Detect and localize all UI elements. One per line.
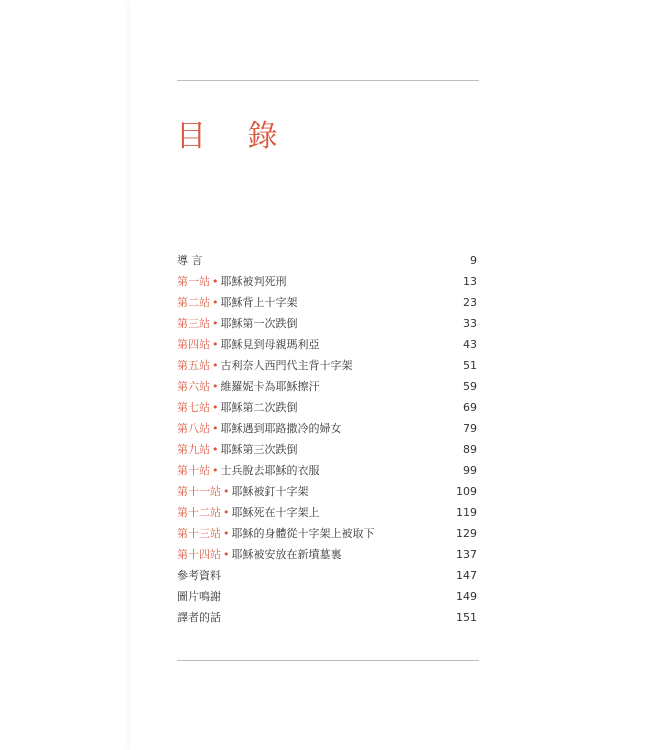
station-number: 第三站: [177, 317, 210, 330]
bullet-dot-icon: •: [212, 464, 219, 477]
toc-entry[interactable]: [177, 313, 479, 334]
bullet-dot-icon: •: [212, 338, 219, 351]
bullet-dot-icon: •: [212, 317, 219, 330]
toc-entry[interactable]: [177, 565, 479, 586]
toc-entry-title: 耶穌第二次跌倒: [220, 401, 298, 414]
toc-entry[interactable]: [177, 481, 479, 502]
table-of-contents: [177, 250, 479, 628]
bullet-dot-icon: •: [212, 422, 219, 435]
toc-entry[interactable]: [177, 250, 479, 271]
toc-entry[interactable]: [177, 376, 479, 397]
toc-page-number: 43: [463, 338, 477, 351]
station-number: 第四站: [177, 338, 210, 351]
station-number: 第十站: [177, 464, 210, 477]
station-number: 第五站: [177, 359, 210, 372]
bottom-divider: [177, 660, 479, 661]
toc-page-number: 33: [463, 317, 477, 330]
station-number: 第一站: [177, 275, 210, 288]
bullet-dot-icon: •: [212, 401, 219, 414]
toc-entry[interactable]: [177, 586, 479, 607]
toc-entry[interactable]: [177, 607, 479, 628]
toc-entry-title: 耶穌的身體從十字架上被取下: [231, 527, 375, 540]
bullet-dot-icon: •: [212, 443, 219, 456]
toc-entry-title: 耶穌見到母親瑪利亞: [220, 338, 320, 351]
toc-entry[interactable]: [177, 502, 479, 523]
toc-entry-title: 維羅妮卡為耶穌擦汗: [220, 380, 320, 393]
top-divider: [177, 80, 479, 81]
bullet-dot-icon: •: [212, 359, 219, 372]
toc-page-number: 119: [456, 506, 477, 519]
toc-page-number: 137: [456, 548, 477, 561]
toc-page-number: 89: [463, 443, 477, 456]
station-number: 第六站: [177, 380, 210, 393]
station-number: 第十一站: [177, 485, 221, 498]
toc-entry[interactable]: [177, 292, 479, 313]
toc-entry[interactable]: [177, 460, 479, 481]
toc-entry-title: 耶穌背上十字架: [220, 296, 298, 309]
station-number: 第十四站: [177, 548, 221, 561]
bullet-dot-icon: •: [212, 380, 219, 393]
page-title: 目 錄: [176, 119, 294, 154]
toc-entry-title: 耶穌第一次跌倒: [220, 317, 298, 330]
toc-entry[interactable]: [177, 544, 479, 565]
toc-entry[interactable]: [177, 397, 479, 418]
toc-entry[interactable]: [177, 418, 479, 439]
toc-page-number: 129: [456, 527, 477, 540]
station-number: 第七站: [177, 401, 210, 414]
bullet-dot-icon: •: [223, 506, 230, 519]
station-number: 第二站: [177, 296, 210, 309]
toc-page-number: 23: [463, 296, 477, 309]
toc-entry-title: 士兵脫去耶穌的衣服: [220, 464, 320, 477]
toc-entry[interactable]: [177, 355, 479, 376]
toc-page-number: 109: [456, 485, 477, 498]
toc-page-number: 59: [463, 380, 477, 393]
toc-entry-title: 古利奈人西門代主背十字架: [220, 359, 353, 372]
toc-page-number: 151: [456, 611, 477, 624]
toc-entry-title: 參考資料: [177, 569, 221, 582]
toc-page-number: 149: [456, 590, 477, 603]
bullet-dot-icon: •: [212, 296, 219, 309]
toc-entry-title: 耶穌被釘十字架: [231, 485, 309, 498]
bullet-dot-icon: •: [223, 548, 230, 561]
bullet-dot-icon: •: [223, 485, 230, 498]
toc-entry-title: 耶穌死在十字架上: [231, 506, 320, 519]
toc-entry-title: 耶穌被判死刑: [220, 275, 287, 288]
station-number: 第十三站: [177, 527, 221, 540]
toc-entry-title: 譯者的話: [177, 611, 221, 624]
toc-page-number: 79: [463, 422, 477, 435]
station-number: 第八站: [177, 422, 210, 435]
toc-entry-title: 耶穌第三次跌倒: [220, 443, 298, 456]
toc-entry[interactable]: [177, 439, 479, 460]
toc-entry[interactable]: [177, 271, 479, 292]
toc-page-number: 9: [470, 254, 477, 267]
toc-page-number: 99: [463, 464, 477, 477]
toc-entry-title: 耶穌被安放在新墳墓裏: [231, 548, 342, 561]
toc-entry-title: 圖片鳴謝: [177, 590, 221, 603]
toc-page-number: 51: [463, 359, 477, 372]
toc-entry-title: 導 言: [177, 254, 203, 267]
toc-page-number: 13: [463, 275, 477, 288]
toc-entry[interactable]: [177, 334, 479, 355]
toc-page-number: 69: [463, 401, 477, 414]
bullet-dot-icon: •: [223, 527, 230, 540]
toc-entry-title: 耶穌遇到耶路撒冷的婦女: [220, 422, 342, 435]
bullet-dot-icon: •: [212, 275, 219, 288]
toc-entry[interactable]: [177, 523, 479, 544]
station-number: 第九站: [177, 443, 210, 456]
toc-page-number: 147: [456, 569, 477, 582]
station-number: 第十二站: [177, 506, 221, 519]
